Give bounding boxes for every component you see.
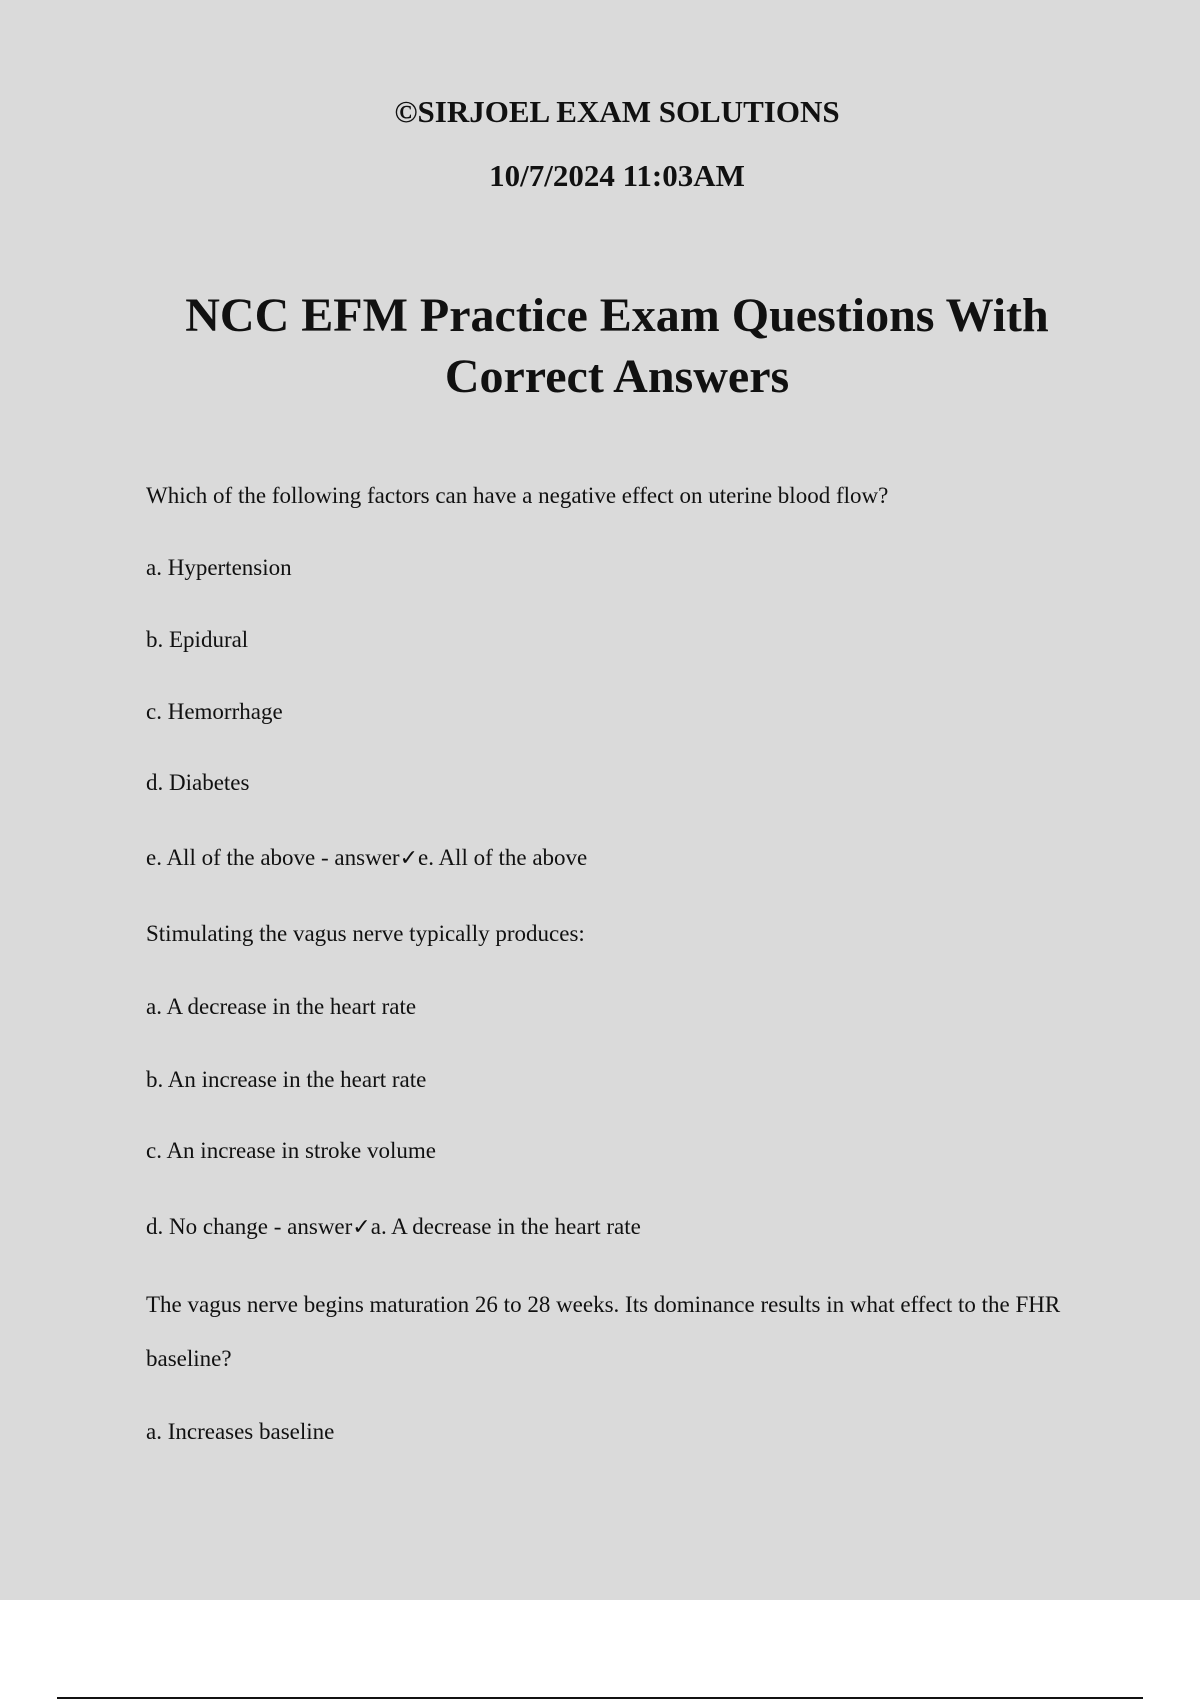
option-item: c. An increase in stroke volume <box>146 1138 436 1163</box>
document-title: NCC EFM Practice Exam Questions With Correct Answers <box>185 289 1049 403</box>
question-text: Which of the following factors can have a negative effect on uterine blood flow? <box>146 483 889 508</box>
option-item: a. Hypertension <box>146 555 292 580</box>
question-text: The vagus nerve begins maturation 26 to 28 weeks. Its dominance results in what effect to the FHR baseline? <box>146 1292 1061 1371</box>
option-item: d. No change <box>146 1214 268 1239</box>
option-item: e. All of the above <box>146 845 316 870</box>
option-item: d. Diabetes <box>146 770 250 795</box>
option-item: c. Hemorrhage <box>146 699 283 724</box>
header-datetime: 10/7/2024 11:03AM <box>489 158 745 193</box>
option-item: a. Increases baseline <box>146 1419 335 1444</box>
option-with-answer <box>146 1213 641 1242</box>
option-item: a. A decrease in the heart rate <box>146 994 417 1019</box>
checkmark-icon: ✓ <box>352 1215 371 1240</box>
footer-divider <box>57 1697 1143 1699</box>
option-item: b. An increase in the heart rate <box>146 1067 427 1092</box>
answer-prefix: - answer <box>268 1214 353 1239</box>
correct-answer: a. A decrease in the heart rate <box>370 1214 641 1239</box>
option-item: b. Epidural <box>146 627 249 652</box>
header-organization: ©SIRJOEL EXAM SOLUTIONS <box>394 94 840 129</box>
checkmark-icon: ✓ <box>399 846 418 871</box>
option-with-answer <box>146 844 587 873</box>
correct-answer: e. All of the above <box>418 845 588 870</box>
question-text: Stimulating the vagus nerve typically produces: <box>146 921 585 946</box>
answer-prefix: - answer <box>315 845 400 870</box>
